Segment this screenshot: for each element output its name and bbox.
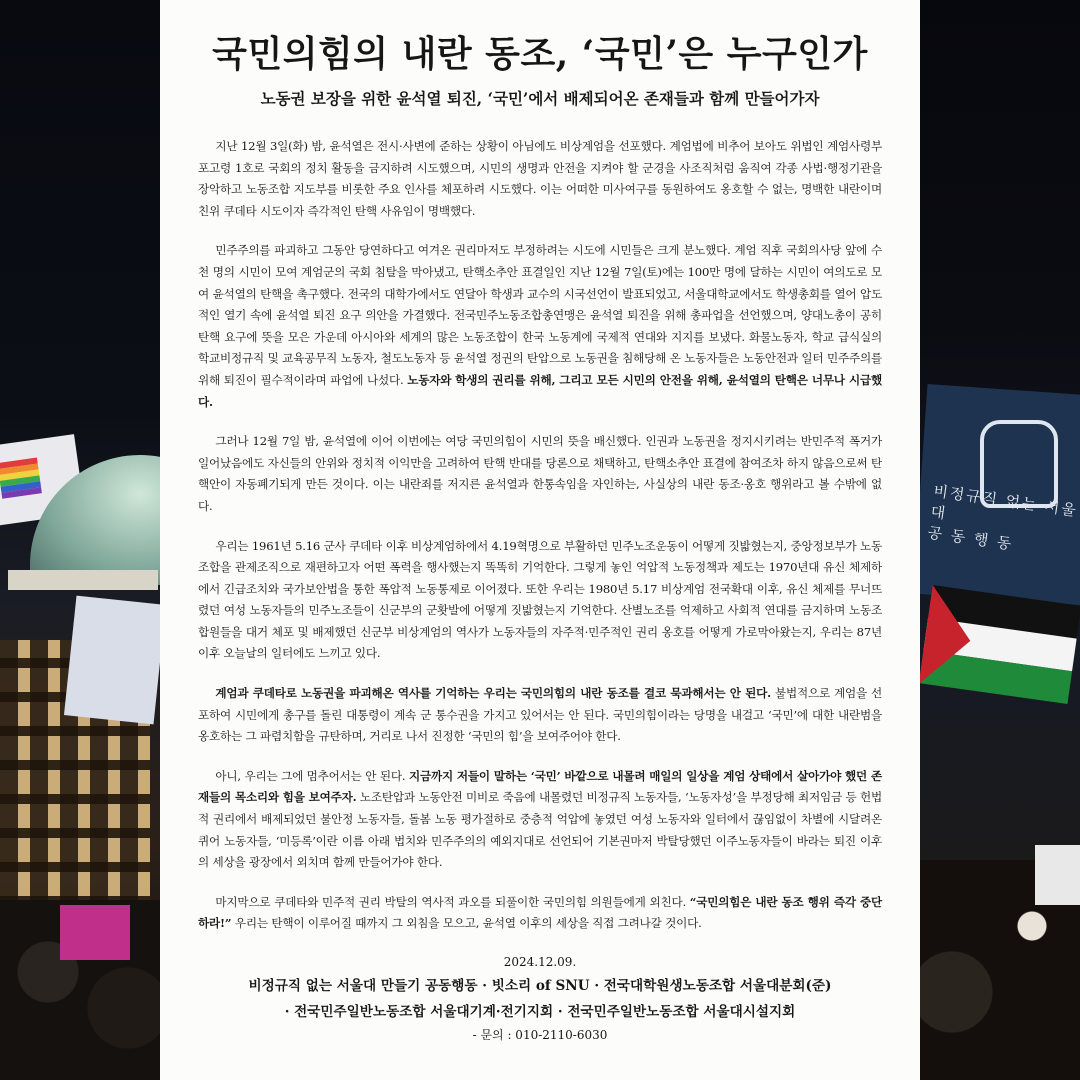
paragraph-6: 아니, 우리는 그에 멈추어서는 안 된다. 지금까지 저들이 말하는 ‘국민’ 바깥으로 내몰려 매일의 일상을 계엄 상태에서 살아가야 했던 존재들의 목소리와 힘을 보여주자. 노조탄압과 노동안전 미비로 죽음에 내몰렸던 비정규직 노동자들, ‘노동자성’을 부정당해 최저임금 등 헌법적 권리에서 배제되었던 불안정 노동자들, 돌봄 노동 평가절하로 중층적 억압에 놓였던 여성 노동자와 일터에서 끊임없이 차별에 시달려온 퀴어 노동자들, ‘미등록’이란 이름 아래 법치와 민주주의의 예외지대로 선언되어 기본권마저 박탈당했던 이주노동자들이 바라는 퇴진 이후의 세상을 광장에서 외치며 함께 만들어가야 한다. bbox=[198, 768, 882, 870]
statement-date: 2024.12.09. bbox=[503, 955, 577, 969]
paragraph-5: 계엄과 쿠데타로 노동권을 파괴해온 역사를 기억하는 우리는 국민의힘의 내란 동조를 결코 묵과해서는 안 된다. 불법적으로 계엄을 선포하여 시민에게 총구를 돌린 대통령이 계속 군 통수권을 가지고 있어서는 안 된다. 국민의힘이라는 당명을 내걸고 ‘국민’에 대한 내란범을 옹호하는 그 파렴치함을 규탄하며, 거리로 나서 진정한 ‘국민의 힘’을 보여주어야 한다. bbox=[198, 686, 882, 744]
white-sign bbox=[1035, 845, 1080, 905]
union-banner-text: 비정규직 없는 서울대 공 동 행 동 bbox=[926, 481, 1079, 554]
background-left-protest bbox=[0, 0, 160, 1080]
contact-info: - 문의 : 010-2110-6030 bbox=[472, 1028, 608, 1042]
signatory-organizations-line-1: 비정규직 없는 서울대 만들기 공동행동 · 빗소리 of SNU · 전국대학원생노동조합 서울대분회(준) bbox=[248, 978, 832, 994]
palestine-flag bbox=[919, 585, 1080, 705]
paragraph-4: 우리는 1961년 5.16 군사 쿠데타 이후 비상계엄하에서 4.19혁명으로 부활하던 민주노조운동이 어떻게 짓밟혔는지, 중앙정보부가 노동조합을 관제조직으로 재편하고자 어떤 폭력을 행사했는지 똑똑히 기억한다. 그렇게 놓인 억압적 노동정책과 제도는 1970년대 유신 체제하에서 긴급조치와 국가보안법을 통한 폭압적 노동통제로 이어졌다. 또한 우리는 1980년 5.17 비상계엄 전국확대 이후, 유신 체제를 무너뜨렸던 여성 노동자들의 민주노조들이 신군부의 군홧발에 어떻게 짓밟혔는지 기억한다. 산별노조를 억제하고 사회적 연대를 금지하며 노동조합원들을 대거 체포 및 배제했던 신군부 비상계엄의 역사가 노동자들의 자주적·민주적인 권리 옹호를 어떻게 가로막아왔는지, 우리는 87년 이후 오늘날의 일터에도 느끼고 있다. bbox=[198, 538, 882, 661]
statement-document bbox=[160, 0, 920, 1080]
signatory-organizations-line-2: · 전국민주일반노동조합 서울대기계·전기지회 · 전국민주일반노동조합 서울대시설지회 bbox=[284, 1004, 796, 1020]
white-flag bbox=[64, 596, 160, 725]
document-subtitle: 노동권 보장을 위한 윤석열 퇴진, ‘국민’에서 배제되어온 존재들과 함께 만들어가자 bbox=[260, 89, 820, 108]
paragraph-7: 마지막으로 쿠데타와 민주적 권리 박탈의 역사적 과오를 되풀이한 국민의힘 의원들에게 외친다. “국민의힘은 내란 동조 행위 즉각 중단하라!” 우리는 탄핵이 이루어질 때까지 그 외침을 모으고, 윤석열 이후의 세상을 직접 그려나갈 것이다. bbox=[198, 894, 882, 931]
paragraph-3: 그러나 12월 7일 밤, 윤석열에 이어 이번에는 여당 국민의힘이 시민의 뜻을 배신했다. 인권과 노동권을 정지시키려는 반민주적 폭거가 일어났음에도 자신들의 안위와 정치적 이익만을 고려하여 탄핵 반대를 당론으로 채택하고, 탄핵소추안 표결에 참여조차 하지 않음으로써 탄핵안이 자동폐기되게 만든 것이다. 이는 내란죄를 저지른 윤석열과 한통속임을 자인하는, 사실상의 내란 동조·옹호 행위라고 볼 수밖에 없다. bbox=[198, 434, 882, 513]
document-title: 국민의힘의 내란 동조, ‘국민’은 누구인가 bbox=[212, 33, 868, 75]
paragraph-2: 민주주의를 파괴하고 그동안 당연하다고 여겨온 권리마저도 부정하려는 시도에 시민들은 크게 분노했다. 계엄 직후 국회의사당 앞에 수천 명의 시민이 모여 계엄군의 국회 침탈을 막아냈고, 탄핵소추안 표결일인 지난 12월 7일(토)에는 100만 명에 달하는 시민이 여의도로 모여 윤석열의 탄핵을 촉구했다. 전국의 대학가에서도 연달아 학생과 교수의 시국선언이 발표되었고, 서울대학교에서도 학생총회를 열어 압도적인 열기 속에 윤석열 퇴진 요구 의안을 가결했다. 전국민주노동조합총연맹은 윤석열 퇴진을 위해 총파업을 선언했으며, 양대노총이 공히 탄핵 요구에 뜻을 모은 가운데 아시아와 세계의 많은 노동조합이 한국 노동계에 국제적 연대와 지지를 보냈다. 화물노동자, 학교 급식실의 학교비정규직 및 교육공무직 노동자, 철도노동자 등 윤석열 정권의 탄압으로 노동권을 침해당해 온 노동자들은 노동안전과 일터 민주주의를 위해 퇴진이 필수적이라며 파업에 나섰다. 노동자와 학생의 권리를 위해, 그리고 모든 시민의 안전을 위해, 윤석열의 탄핵은 너무나 시급했다. bbox=[198, 243, 882, 409]
paragraph-1: 지난 12월 3일(화) 밤, 윤석열은 전시·사변에 준하는 상황이 아님에도 비상계엄을 선포했다. 계엄법에 비추어 보아도 위법인 계엄사령부 포고령 1호로 국회의 정치 활동을 금지하려 시도했으며, 시민의 생명과 안전을 지켜야 할 군경을 사조직처럼 움직여 각종 사법·행정기관을 장악하고 노동조합 지도부를 비롯한 주요 인사를 체포하려 시도했다. 이는 어떠한 미사여구를 동원하여도 옹호할 수 없는, 명백한 내란이며 친위 쿠데타 시도이자 즉각적인 탄핵 사유임이 명백했다. bbox=[198, 139, 882, 218]
pink-sign bbox=[60, 905, 130, 960]
